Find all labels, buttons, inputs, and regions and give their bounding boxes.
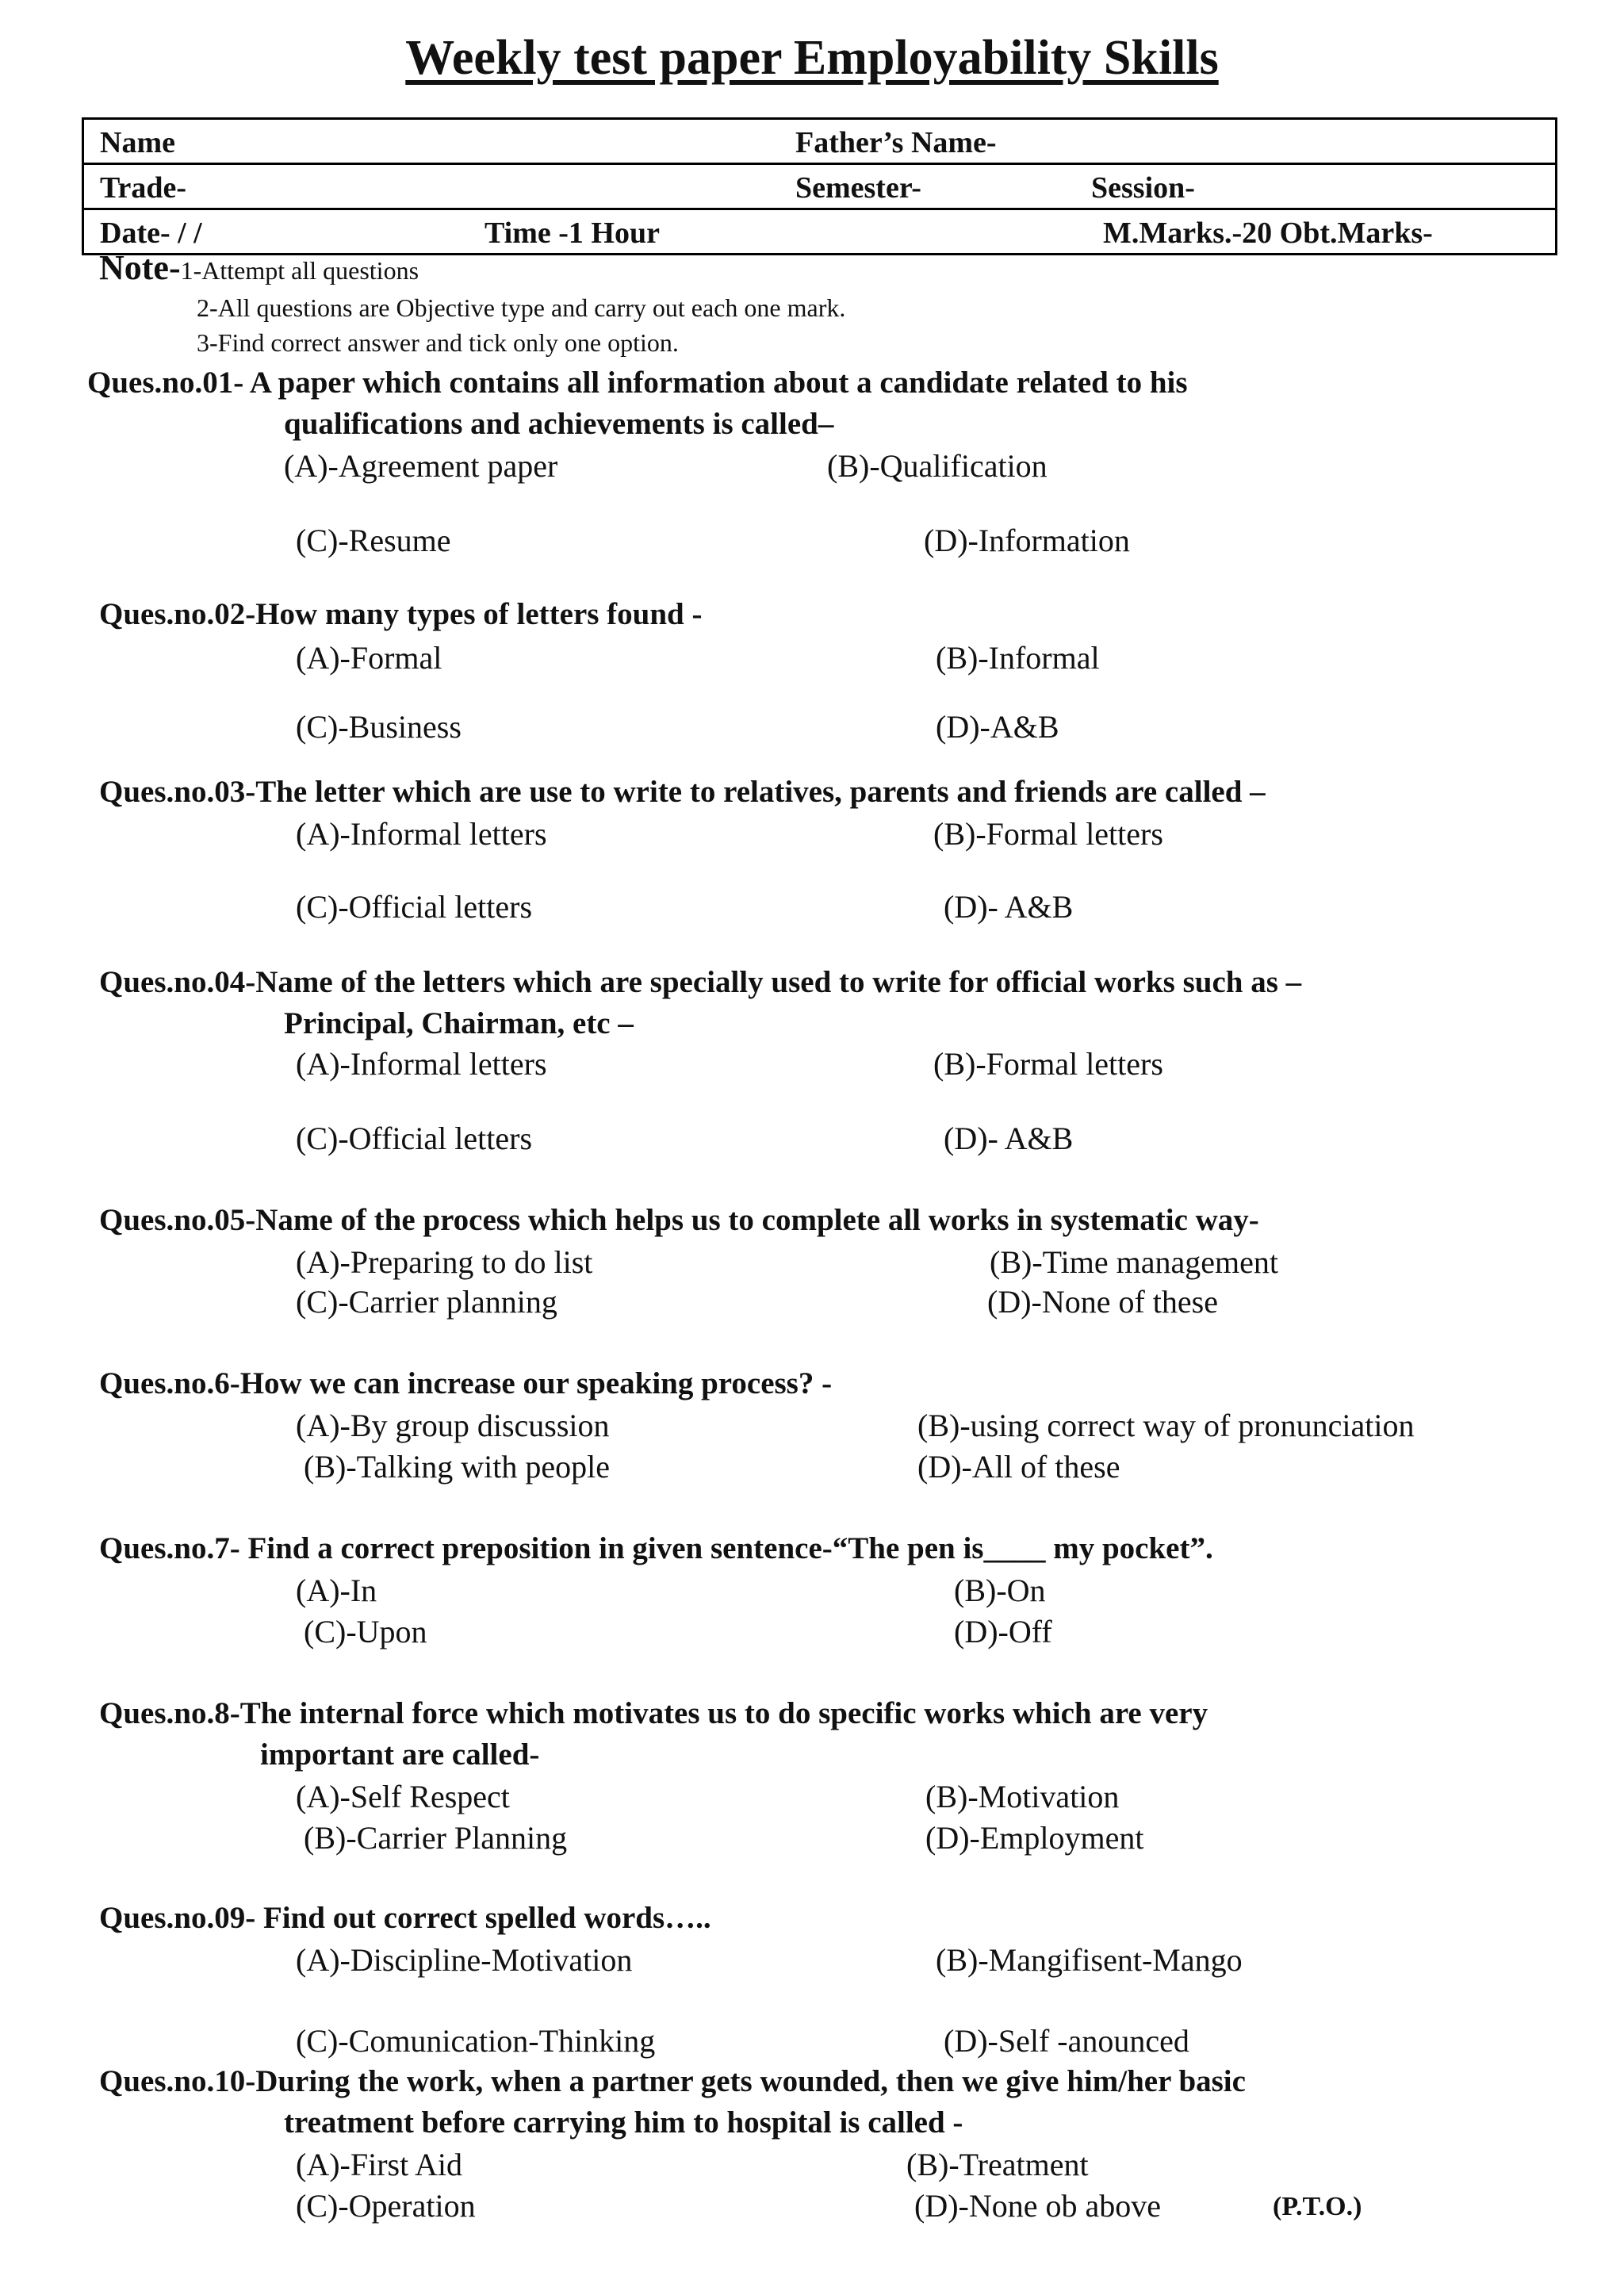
question-3-option-b[interactable]: (B)-Formal letters	[933, 816, 1163, 852]
question-8-option-a[interactable]: (A)-Self Respect	[296, 1779, 510, 1814]
note-line-3: 3-Find correct answer and tick only one option.	[197, 328, 679, 357]
question-2-option-a[interactable]: (A)-Formal	[296, 640, 442, 676]
question-4-text: Ques.no.04-Name of the letters which are specially used to write for official works such as –	[99, 965, 1302, 999]
note-text-1: 1-Attempt all questions	[180, 256, 419, 285]
question-5-option-a[interactable]: (A)-Preparing to do list	[296, 1244, 593, 1280]
question-7-option-c[interactable]: (C)-Upon	[304, 1614, 427, 1649]
question-6-option-c[interactable]: (B)-Talking with people	[304, 1449, 610, 1485]
note-line-2: 2-All questions are Objective type and carry out each one mark.	[197, 293, 846, 322]
question-5-option-b[interactable]: (B)-Time management	[990, 1244, 1279, 1280]
title-text: Weekly test paper Employability Skills	[405, 31, 1219, 85]
question-8-option-d[interactable]: (D)-Employment	[925, 1820, 1144, 1856]
note-prefix: Note-	[99, 248, 181, 287]
question-5-text: Ques.no.05-Name of the process which helps us to complete all works in systematic way-	[99, 1203, 1259, 1237]
question-7-option-a[interactable]: (A)-In	[296, 1573, 377, 1608]
semester-field-label: Semester-	[795, 171, 921, 205]
time-field-label: Time -1 Hour	[485, 216, 660, 250]
question-8-option-b[interactable]: (B)-Motivation	[925, 1779, 1120, 1814]
question-1-option-a[interactable]: (A)-Agreement paper	[284, 448, 558, 484]
trade-field-label: Trade-	[100, 171, 187, 205]
question-3-option-c[interactable]: (C)-Official letters	[296, 889, 533, 925]
question-10-option-a[interactable]: (A)-First Aid	[296, 2147, 462, 2182]
marks-field-label: M.Marks.-20 Obt.Marks-	[1103, 216, 1433, 250]
question-4-option-a[interactable]: (A)-Informal letters	[296, 1046, 547, 1082]
question-1-option-c[interactable]: (C)-Resume	[296, 523, 451, 558]
page-title	[0, 30, 1624, 86]
question-10-option-c[interactable]: (C)-Operation	[296, 2188, 476, 2224]
question-3-option-a[interactable]: (A)-Informal letters	[296, 816, 547, 852]
info-row-trade	[84, 165, 1555, 210]
question-4-text-cont: Principal, Chairman, etc –	[284, 1006, 634, 1040]
question-4-option-c[interactable]: (C)-Official letters	[296, 1121, 533, 1156]
question-5-option-d[interactable]: (D)-None of these	[987, 1284, 1218, 1320]
question-4-option-d[interactable]: (D)- A&B	[944, 1121, 1074, 1156]
question-7-option-d[interactable]: (D)-Off	[954, 1614, 1052, 1649]
question-2-text: Ques.no.02-How many types of letters found -	[99, 597, 703, 631]
question-9-option-b[interactable]: (B)-Mangifisent-Mango	[936, 1942, 1243, 1978]
question-9-option-d[interactable]: (D)-Self -anounced	[944, 2023, 1189, 2059]
info-row-date	[84, 210, 1555, 253]
question-8-option-c[interactable]: (B)-Carrier Planning	[304, 1820, 568, 1856]
question-7-option-b[interactable]: (B)-On	[954, 1573, 1046, 1608]
question-7-text: Ques.no.7- Find a correct preposition in given sentence-“The pen is____ my pocket”.	[99, 1531, 1213, 1565]
question-10-text-cont: treatment before carrying him to hospital is called -	[284, 2105, 963, 2140]
date-field-label: Date- / /	[100, 216, 202, 250]
note-line-1	[99, 247, 419, 288]
question-6-option-a[interactable]: (A)-By group discussion	[296, 1408, 610, 1443]
question-9-text: Ques.no.09- Find out correct spelled words…..	[99, 1901, 711, 1935]
question-9-option-c[interactable]: (C)-Comunication-Thinking	[296, 2023, 656, 2059]
question-3-text: Ques.no.03-The letter which are use to write to relatives, parents and friends are called –	[99, 775, 1266, 809]
student-info-table	[82, 117, 1557, 255]
pto-label: (P.T.O.)	[1273, 2192, 1362, 2221]
name-field-label: Name	[100, 126, 175, 159]
question-10-option-b[interactable]: (B)-Treatment	[906, 2147, 1089, 2182]
info-row-name	[84, 120, 1555, 165]
question-4-option-b[interactable]: (B)-Formal letters	[933, 1046, 1163, 1082]
question-5-option-c[interactable]: (C)-Carrier planning	[296, 1284, 557, 1320]
question-3-option-d[interactable]: (D)- A&B	[944, 889, 1074, 925]
question-8-text: Ques.no.8-The internal force which motivates us to do specific works which are very	[99, 1696, 1208, 1730]
question-6-text: Ques.no.6-How we can increase our speaking process? -	[99, 1366, 833, 1400]
question-9-option-a[interactable]: (A)-Discipline-Motivation	[296, 1942, 633, 1978]
question-1-text-cont: qualifications and achievements is called–	[284, 407, 834, 441]
question-2-option-b[interactable]: (B)-Informal	[936, 640, 1100, 676]
question-8-text-cont: important are called-	[260, 1738, 540, 1772]
question-10-option-d[interactable]: (D)-None ob above	[914, 2188, 1161, 2224]
session-field-label: Session-	[1091, 171, 1195, 205]
question-6-option-d[interactable]: (D)-All of these	[917, 1449, 1120, 1485]
question-1-option-d[interactable]: (D)-Information	[924, 523, 1130, 558]
question-2-option-d[interactable]: (D)-A&B	[936, 709, 1059, 745]
question-1-text: Ques.no.01- A paper which contains all information about a candidate related to his	[87, 366, 1188, 400]
question-1-option-b[interactable]: (B)-Qualification	[827, 448, 1048, 484]
question-2-option-c[interactable]: (C)-Business	[296, 709, 462, 745]
question-6-option-b[interactable]: (B)-using correct way of pronunciation	[917, 1408, 1415, 1443]
question-10-text: Ques.no.10-During the work, when a partner gets wounded, then we give him/her basic	[99, 2064, 1246, 2098]
father-name-field-label: Father’s Name-	[795, 126, 997, 159]
